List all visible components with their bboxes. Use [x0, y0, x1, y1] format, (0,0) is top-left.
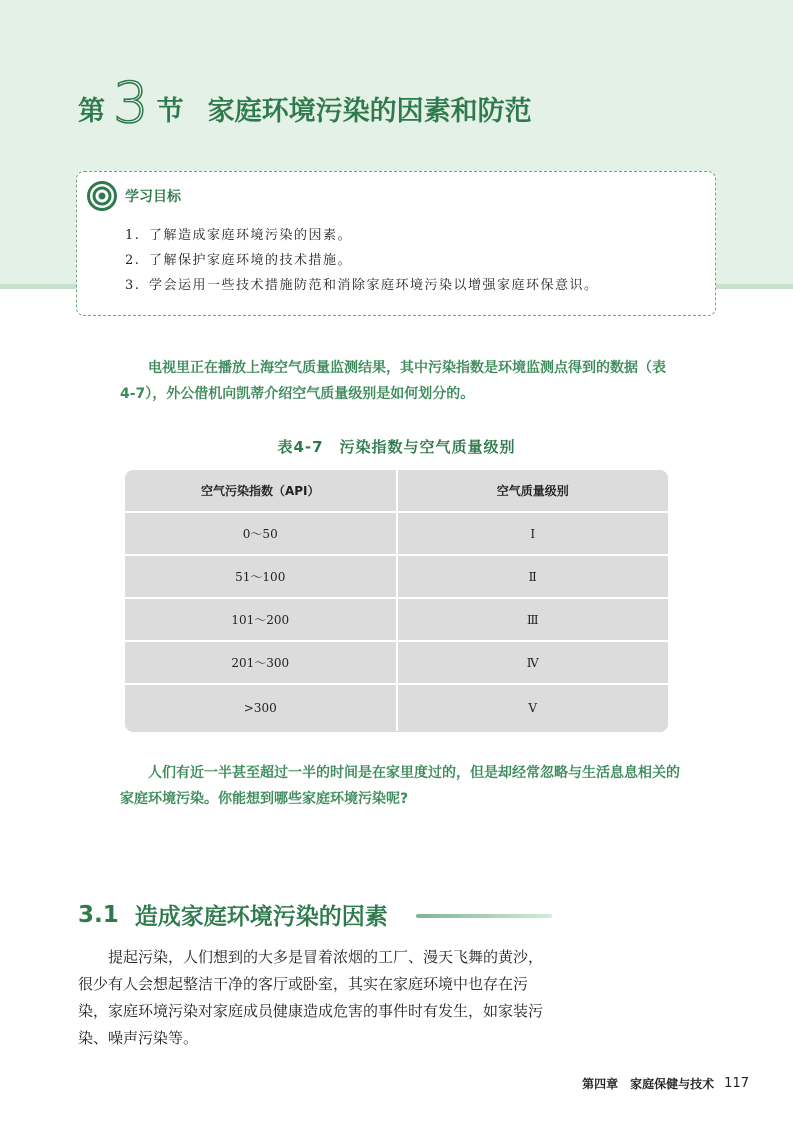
table-cell: 0～50	[125, 513, 398, 554]
table-cell: Ⅲ	[526, 612, 539, 627]
section-number: 3	[113, 71, 149, 136]
table-header-cell: 空气质量级别	[496, 484, 569, 498]
target-icon	[87, 181, 117, 211]
table-cell: 51～100	[125, 556, 398, 597]
intro-paragraph: 电视里正在播放上海空气质量监测结果，其中污染指数是环境监测点得到的数据（表4-7），外公借机向凯蒂介绍空气质量级别是如何划分的。	[120, 360, 666, 402]
table-row	[125, 685, 668, 731]
table-cell: Ⅴ	[528, 701, 538, 715]
subsection-title: 造成家庭环境污染的因素	[134, 904, 388, 930]
learning-goals-box	[76, 171, 716, 316]
subsection-number: 3.1	[78, 901, 119, 928]
body-paragraph: 提起污染，人们想到的大多是冒着浓烟的工厂、漫天飞舞的黄沙，很少有人会想起整洁干净的客厅或卧室，其实在家庭环境中也存在污染，家庭环境污染对家庭成员健康造成危害的事件时有发生，如家装污染、噪声污染等。	[78, 948, 544, 1047]
table-cell: 101～200	[125, 599, 398, 640]
section-title	[78, 71, 532, 138]
table-row	[125, 556, 668, 599]
table-caption: 表4-7 污染指数与空气质量级别	[277, 438, 516, 456]
list-item: 2. 了解保护家庭环境的技术措施。	[125, 253, 353, 268]
page-number: 117	[724, 1076, 749, 1091]
question-paragraph: 人们有近一半甚至超过一半的时间是在家里度过的，但是却经常忽略与生活息息相关的家庭环境污染。你能想到哪些家庭环境污染呢?	[120, 765, 680, 807]
table-row	[125, 642, 668, 685]
section-suffix: 节	[156, 95, 184, 127]
table-row	[125, 599, 668, 642]
list-item: 1. 了解造成家庭环境污染的因素。	[125, 228, 353, 243]
table-cell: Ⅰ	[530, 526, 536, 541]
table-header-row	[125, 470, 668, 513]
subsection-divider	[416, 914, 552, 918]
table-cell: 201～300	[125, 642, 398, 683]
section-prefix: 第	[78, 95, 105, 127]
pollution-index-table	[125, 470, 668, 732]
learning-goals-list	[125, 224, 599, 299]
subsection-heading	[78, 898, 388, 931]
table-header-cell: 空气污染指数（API）	[125, 470, 398, 511]
list-item: 3. 学会运用一些技术措施防范和消除家庭环境污染以增强家庭环保意识。	[125, 278, 599, 293]
learning-goals-title: 学习目标	[125, 189, 181, 205]
page-footer	[582, 1075, 749, 1092]
table-row	[125, 513, 668, 556]
table-cell: Ⅱ	[528, 569, 537, 584]
table-cell: >300	[125, 685, 398, 731]
table-cell: Ⅳ	[526, 655, 539, 670]
footer-chapter: 第四章 家庭保健与技术	[582, 1077, 715, 1091]
section-title-text: 家庭环境污染的因素和防范	[207, 95, 532, 127]
